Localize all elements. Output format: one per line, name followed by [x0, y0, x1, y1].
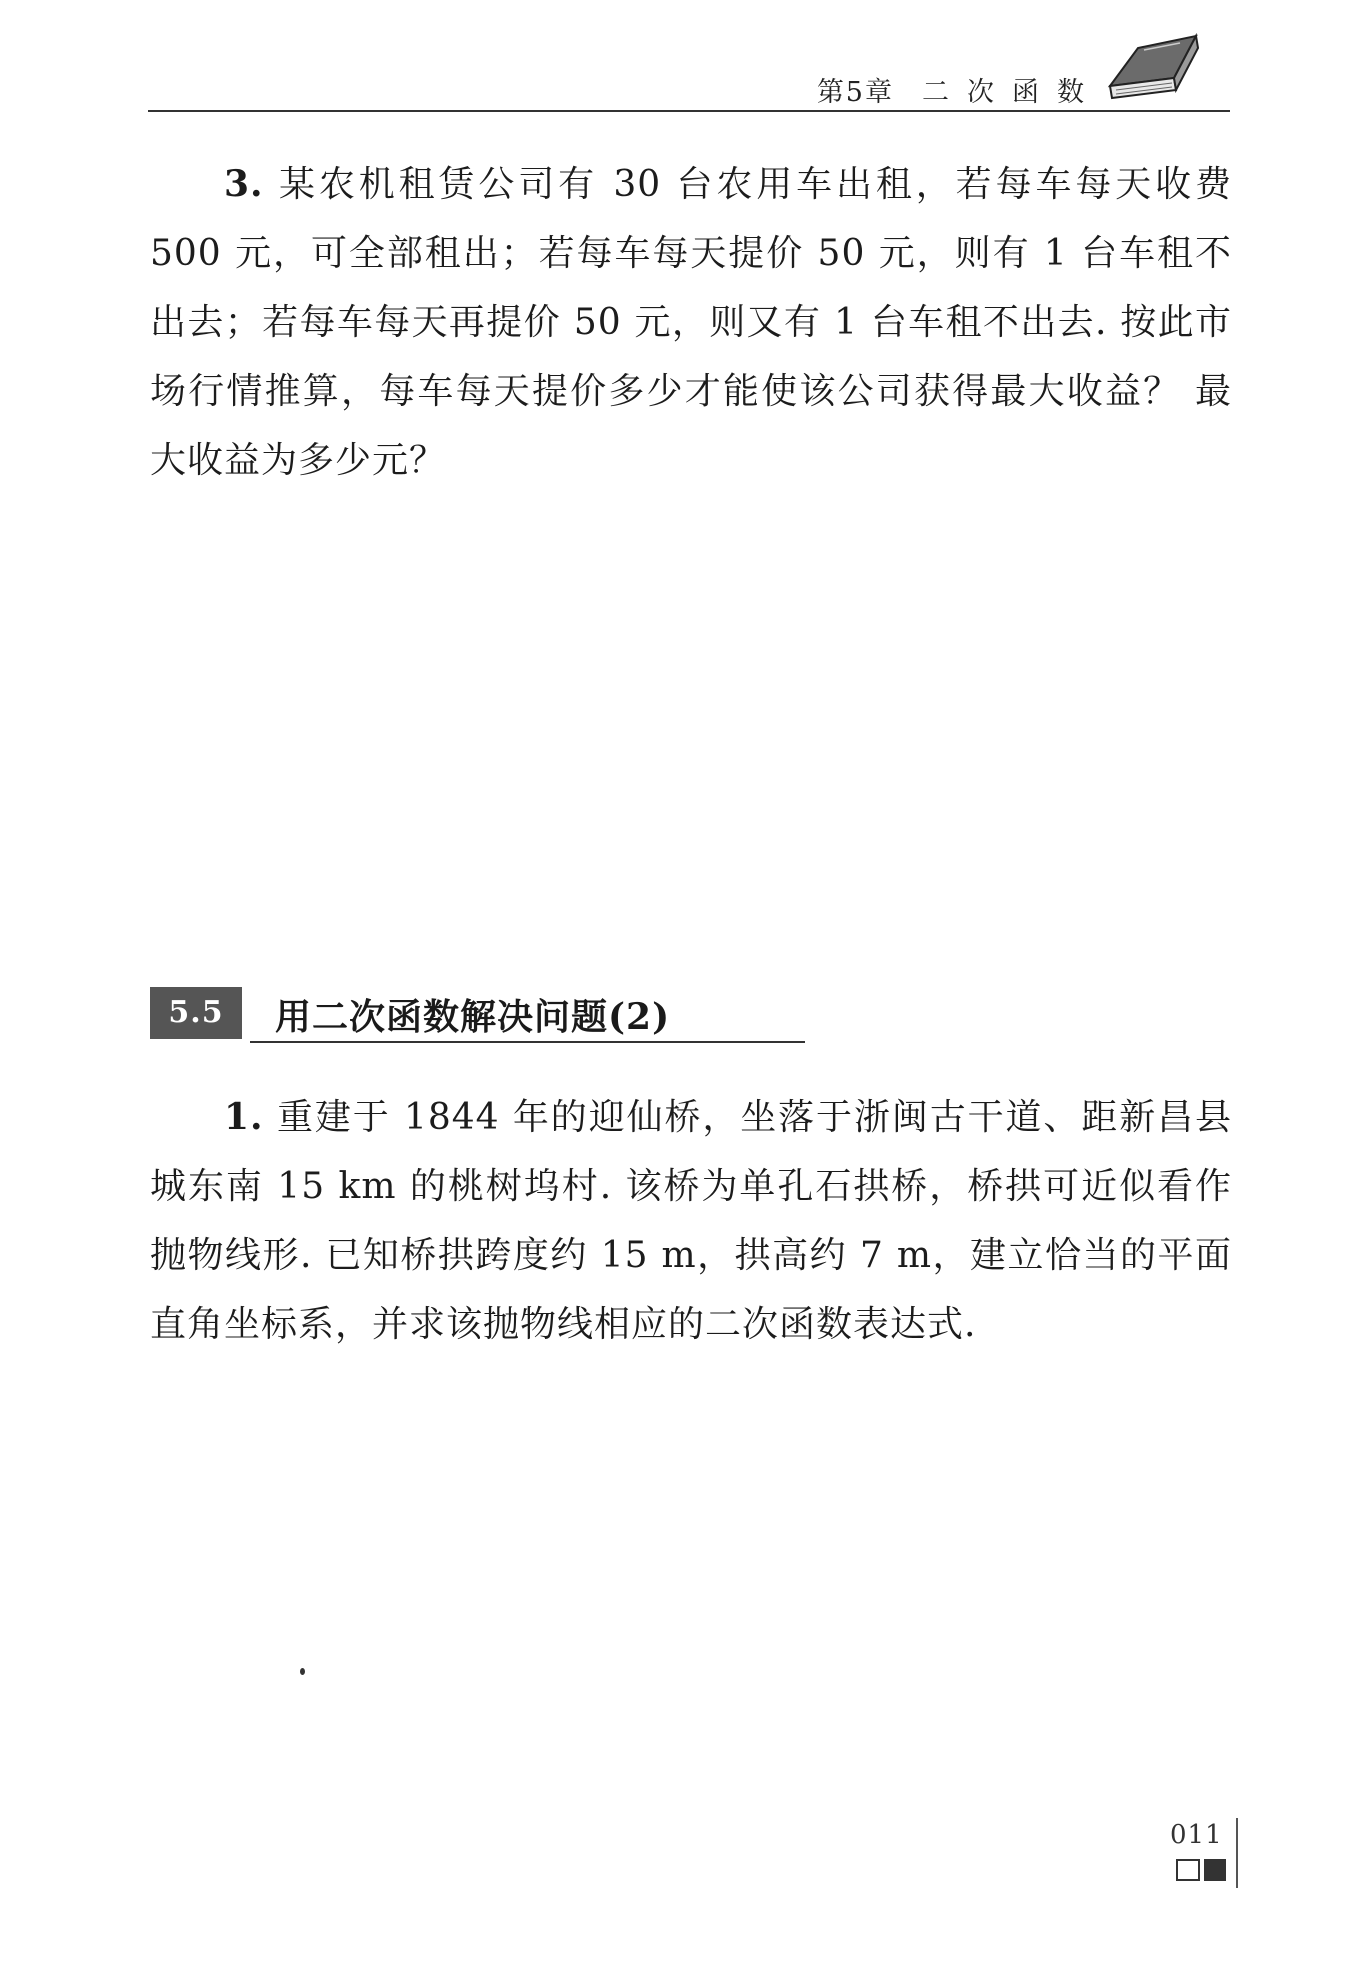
section-heading — [150, 985, 805, 1043]
scan-speck — [300, 1668, 305, 1675]
page-number: 011 — [1170, 1820, 1223, 1850]
problem-number: 3. — [224, 163, 264, 205]
page-marks — [1176, 1857, 1232, 1881]
problem-3 — [150, 150, 1232, 495]
section-rule — [250, 1041, 805, 1043]
page-edge-rule — [1236, 1818, 1238, 1888]
problem-text: 某农机租赁公司有 30 台农用车出租，若每车每天收费 500 元，可全部租出；若每车每天提价 50 元，则有 1 台车租不出去；若每车每天再提价 50 元，则又有 1 台车租不出去. 按此市场行情推算，每车每天提价多少才能使该公司获得最大收益？ 最大收益为多少元？ — [150, 164, 1232, 481]
chapter-label: 第5章 — [816, 77, 894, 108]
page-mark-filled — [1204, 1859, 1226, 1881]
running-header — [148, 0, 1230, 112]
book-icon — [1104, 28, 1200, 106]
header-rule — [148, 110, 1230, 112]
problem-1 — [150, 1083, 1232, 1359]
problem-text: 重建于 1844 年的迎仙桥，坐落于浙闽古干道、距新昌县城东南 15 km 的桃树坞村. 该桥为单孔石拱桥，桥拱可近似看作抛物线形. 已知桥拱跨度约 15 m，拱高约 7 m，建立恰当的平面直角坐标系，并求该抛物线相应的二次函数表达式. — [150, 1097, 1232, 1345]
section-title: 用二次函数解决问题(2) — [275, 996, 671, 1038]
chapter-title — [817, 70, 1102, 109]
problem-number: 1. — [224, 1096, 264, 1138]
chapter-subject: 二次函数 — [922, 77, 1102, 108]
page-mark-outline — [1176, 1859, 1200, 1881]
section-number-badge: 5.5 — [150, 987, 242, 1039]
